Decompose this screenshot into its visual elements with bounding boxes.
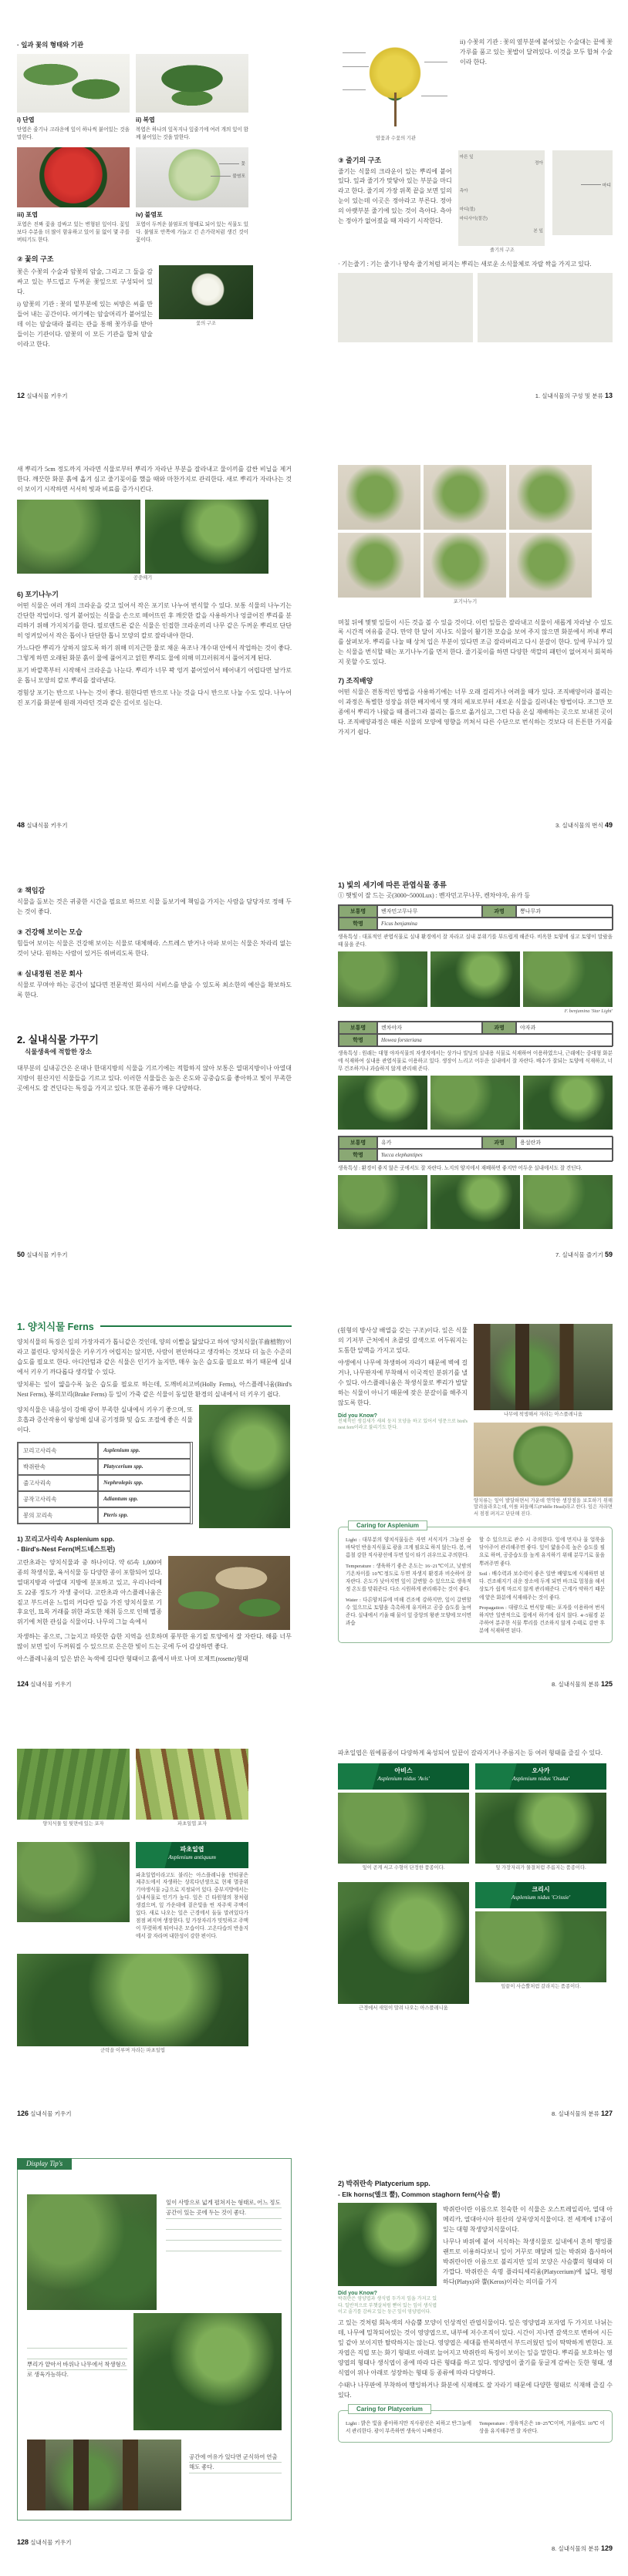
page-126: [17, 1718, 292, 2147]
photo-lily-flower: [159, 265, 253, 319]
spread-pages-128-129: [0, 2147, 628, 2576]
photo-asplenium-antiquum-colony: [17, 1842, 130, 1922]
photo-caption: 나무에 착생해서 자라는 아스플레니움: [503, 1412, 583, 1417]
page-footer: [17, 392, 68, 400]
figure-text: 포엽이 두꺼운 불염포의 형태로 되어 있는 식물도 있다. 불염포 안쪽에 가늘고 긴 손가락처럼 생긴 것이 꽃이다.: [136, 221, 248, 243]
running-title: 실내식물 키우기: [26, 822, 68, 829]
page-number: 50: [17, 1251, 25, 1258]
genus-latin: Asplenium spp.: [98, 1443, 191, 1459]
care-guide-box: [338, 2405, 613, 2443]
photo-birds-nest-fern-garden: [168, 1556, 290, 1630]
page-59: [338, 859, 613, 1288]
paragraph: 경험상 포기는 반으로 나누는 것이 좋다. 원한다면 반으로 나눈 것을 다시 반으로 나눌 수도 있다. 나누어진 포기를 화분에 원래 자라던 것과 같은 깊이로 심는다.: [17, 689, 292, 706]
page-number: 49: [604, 821, 613, 829]
photo-asplenium-greenhouse: [17, 1954, 248, 2046]
paragraph: 고 있는 것처럼 회녹색의 사슴뿔 모양이 인상적인 관엽식물이다. 잎은 영양엽과 포자엽 두 가지로 나뉘는데, 나무에 밀착되어있는 것이 영양엽으로, 내부에 저수조직이 있다. 시간이 지나면 갈색으로 변하여 시든 잎 같아 보이지만 탈락하지는 않는다. 영양엽은 세대를 반복하면서 부드러웠던 잎이 딱딱하게 변한다. 포자엽은 직립 또는 화기 형태로 아래로 늘어지고 박쥐란의 특징이 보이는 잎을 말한다. 뿌리를 보호하는 영양엽의 형태나 생식엽이 종에 따라 다른 형태를 하고 있다. 영양엽이 줄기를 둥글게 감싸는 듯한 형태, 생식엽이 위나 아래로 성장하는 형태 등 종류에 따라 다양하다.: [338, 2319, 613, 2376]
photo-fern-spores: [17, 1749, 130, 1820]
photo-division-step-4: [338, 533, 420, 598]
did-you-know-text: 전체적인 생김새가 새의 둥지 모양을 하고 있어서 영문으로 bird's nest fern이라고 불리기도 한다.: [338, 1419, 468, 1431]
figure-text: 복엽은 하나의 잎꼭지나 잎줄기에 여러 개의 잎이 함께 붙어있는 것을 말한다.: [136, 127, 248, 140]
page-50: [17, 859, 292, 1288]
species-heading: 2) 박쥐란속 Platycerium spp.: [338, 2180, 430, 2187]
care-guide-title: Caring for Asplenium: [348, 1520, 427, 1530]
photo-asplenium-spores: [136, 1749, 248, 1820]
photo-label-flower: 꽃: [241, 160, 245, 167]
paragraph: (원형의 방사상 배열을 갖는 구조)이다. 잎은 식물의 기저부 근처에서 초콜릿 갈색으로 어두워지는 도톰한 잎맥을 가지고 있다.: [338, 1327, 468, 1354]
paragraph: 줄기는 식물의 크라운이 있는 뿌리에 붙어있다. 잎과 줄기가 맞닿아 있는 부분을 마디라고 한다. 줄기의 가장 위쪽 끝을 보면 잎의 눈이 있는데 이곳은 정아라고 부른다. 정아의 아랫부분 줄기에 있는 것이 측아다. 측아는 정아가 없어졌을 때 자라기 시작한다.: [338, 167, 452, 225]
photo-caption: F. benjamina 'Star Light': [564, 1008, 613, 1014]
photo-ficus-starlight: [523, 951, 613, 1007]
spread-pages-124-125: [0, 1288, 628, 1718]
cultivar-latin-name: Asplenium nidus 'Crissie': [511, 1894, 571, 1901]
page-49: [338, 429, 613, 859]
genus-latin: Platycerium spp.: [98, 1459, 191, 1475]
photo-air-layering-1: [17, 500, 140, 574]
section-heading: 1) 빛의 세기에 따른 관엽식물 종류: [338, 881, 447, 890]
photo-caption: 군락을 이루며 자라는 파초일엽: [100, 2047, 165, 2053]
photo-fiddle-head: [474, 1423, 613, 1497]
species-table-yucca: [338, 1136, 613, 1162]
paragraph: ii) 수꽃의 기관 : 꽃의 옆부분에 붙어있는 수술대는 끝에 꽃가루를 품고 있는 꽃밥이 달려있다. 이것을 모두 합쳐 수술이라 한다.: [460, 39, 613, 66]
cultivar-korean-name: 아비스: [394, 1766, 413, 1774]
species-banner: [136, 1842, 248, 1868]
subsection-heading: ② 꽃의 구조: [17, 255, 54, 264]
species-subheading: - Elk horns(엘크 뿔), Common staghorn fern(사슴 뿔): [338, 2190, 501, 2198]
page-number: 12: [17, 392, 25, 399]
page-footer: [17, 1680, 72, 1689]
paragraph: 박쥐란이란 이름으로 친숙한 이 식물은 오스트레일리아, 열대 아메리카, 열대아시아 원산의 상록양치식물이다. 전 세계에 17종이 있는 대형 착생양치식물이다.: [443, 2206, 613, 2233]
photo-howea-1: [338, 1076, 427, 1130]
photo-ficus-1: [338, 951, 427, 1007]
paragraph: 야생에서 나무에 착생하여 자라기 때문에 벽에 걸거나, 나무판자에 부착해서 이국적인 분위기를 낼 수 있다. 아스플레니움은 착생식물로 뿌리가 발달하는 식물이 아니기 때문에 잦은 분갈이를 해주지 않도록 한다.: [338, 1359, 468, 1406]
page-13: [338, 0, 613, 429]
page-number: 124: [17, 1680, 29, 1688]
page-129: [338, 2147, 613, 2576]
chapter-subheading: 식물생육에 적합한 장소: [25, 1047, 92, 1056]
page-number: 128: [17, 2538, 29, 2546]
diagram-leader-line: [343, 52, 366, 53]
figure-text: 단엽은 줄기나 크라운에 잎이 하나씩 붙어있는 것을 말한다.: [17, 127, 130, 140]
page-footer: [552, 1680, 613, 1689]
paragraph: 가느다란 뿌리가 상하지 않도록 하기 위해 미지근한 물로 채운 욕조나 개수대 안에서 작업하는 것이 좋다. 그렇게 하면 오래된 화분 흙이 물에 풀어지고 얽힌 뿌리도 물에 의해 미끄러워져서 풀어지게 된다.: [17, 645, 292, 662]
photo-cultivar-crissie: [475, 1911, 606, 1982]
table-header-common-name: 보통명: [339, 1022, 377, 1034]
stem-label-leaf: 본 잎: [533, 228, 543, 234]
section-heading: 6) 포기나누기: [17, 591, 59, 599]
fern-genus-table: [17, 1442, 193, 1524]
photo-division-step-3: [509, 465, 592, 530]
paragraph: 양치식물의 특징은 잎의 가장자리가 톱니같은 것인데, 양의 이빨을 닮았다고 하여 '양치식물(羊齒植物)'이라고 불린다. 양치식물은 키우기가 어렵지는 않지만, 사람이 편안하다고 생각하는 것보다 더 높은 수준의 습도를 필요로 한다. 아디안텀과 같은 식물은 인기가 높지만, 매우 높은 습도를 필요로 하기 때문에 실내에서 키우기 까다롭다 생각할 수 있다.: [17, 1339, 292, 1376]
page-footer: [17, 1251, 68, 1259]
cultivar-banner-crissie: [475, 1882, 606, 1908]
page-number: 126: [17, 2110, 29, 2117]
table-header-family: 과명: [482, 905, 516, 918]
species-subheading: - Bird's-Nest Fern(버드네스트펀): [17, 1544, 116, 1553]
page-128: [17, 2147, 292, 2576]
paragraph: 어떤 식물은 여러 개의 크라운을 갖고 있어서 작은 포기로 나누어 번식할 수 있다. 보통 식물의 나누기는 간단한 작업이다. 엉겨 붙어있는 식물을 손으로 떼어뜨린 후 깨끗한 칼을 사용하거나 엉클어진 뿌리를 분리하기 위해 가지치기를 한다. 필로덴드론 같은 식물은 인접한 크라운끼리 나무 같은 두꺼운 뿌리로 단단히 엉켜있어서 작은 톱이나 단단한 톱니 모양의 칼로 잘라내야 한다.: [17, 602, 292, 640]
photo-display-fern-2: [133, 2313, 282, 2430]
photo-division-step-1: [338, 465, 420, 530]
growth-notes: 생육특성 : 대표적인 관엽식물로 실내 환경에서 잘 자라고 실내 분위기를 부드럽게 해준다. 비옥한 토양에 심고 토양이 말랐을 때 물을 준다.: [338, 934, 613, 948]
photo-ficus-2: [430, 951, 520, 1007]
genus-korean: 박쥐란속: [18, 1459, 98, 1475]
page-number: 127: [600, 2110, 613, 2117]
care-water-cont: 할 수 있으므로 관수 시 주의한다. 잎에 먼지나 물 얼룩을 닦아주어 관리해주면 좋다. 잎이 얇을수록 높은 습도를 필요로 하며, 공중습도를 높게 유지하기 위해 분무기로 물을 뿌려주면 좋다.: [479, 1537, 605, 1567]
spread-pages-12-13: [0, 0, 628, 429]
writing-line: [27, 2349, 127, 2359]
genus-korean: 공작고사리속: [18, 1491, 98, 1507]
spread-pages-48-49: [0, 429, 628, 859]
figure-title: i) 단엽: [17, 116, 35, 123]
table-header-family: 과명: [482, 1136, 516, 1149]
table-header-scientific-name: 학명: [339, 1034, 377, 1046]
table-cell-scientific-name: Yucca elephantipes: [377, 1149, 613, 1161]
photo-caption: 꽃의 구조: [196, 321, 216, 327]
photo-air-layering-2: [145, 500, 268, 574]
page-127: [338, 1718, 613, 2147]
genus-korean: 줄고사리속: [18, 1475, 98, 1491]
photo-poinsettia-bract: [17, 147, 130, 207]
care-water: Water : 다른양치류에 비해 건조에 강하지만, 잎이 갈변할 수 있으므로 토양을 촉촉하게 유지하고 공중 습도를 높여준다. 실내에서 키울 때 물이 잎 중앙의 왕관 모양에 모이면 과습: [346, 1597, 471, 1627]
page-48: [17, 429, 292, 859]
section-heading: ③ 건강해 보이는 모습: [17, 928, 83, 936]
illustration-caption: 암꽃과 수꽃의 기관: [376, 136, 416, 141]
stem-label-internode: 마디사이(절간): [459, 216, 488, 221]
paragraph: 힘들어 보이는 식물은 건강해 보이는 식물로 대체해라. 스트레스 받거나 아파 보이는 식물은 차라리 없는 것이 낫다. 원하는 사람이 있거든 줘버리도록 한다.: [17, 939, 292, 957]
photo-caption: 공중떼기: [133, 574, 153, 581]
chapter-title: 7. 실내식물 즐기기: [555, 1251, 603, 1258]
care-temperature: Temperature : 생육하기 좋은 온도는 16~21℃이고, 낮밤의 기온차이를 10℃정도로 두면 자생지 환경과 비슷하여 잘 자란다. 온도가 낮아지면 잎이 갈변할 수 있으므로 생육적정 온도를 맞춰준다. 다소 시원하게 관리해주는 것이 좋다.: [346, 1563, 471, 1593]
photo-caption: 근경에서 새잎이 말려 나오는 아스플레니움: [359, 2005, 448, 2012]
figure-text: 포엽은 진짜 꽃을 감싸고 있는 변형된 잎이다. 꽃잎보다 수분을 더 많이 함유하고 있어 물 없이 몇 주를 버티기도 한다.: [17, 221, 130, 243]
stem-label-terminal-bud: 정아: [534, 160, 543, 166]
care-temperature: Temperature : 생육적온은 18~25℃이며, 겨울에도 10℃ 이상을 유지해주면 잘 자란다.: [479, 2420, 605, 2434]
tip-note: 공간에 여유가 있다면 군식하여 연출해도 좋다.: [189, 2452, 282, 2463]
photo-compound-leaf: [136, 54, 248, 113]
did-you-know-title: Did you Know?: [338, 1413, 377, 1419]
photo-yucca-1: [338, 1175, 427, 1229]
page-number: 125: [600, 1680, 613, 1688]
figure-title: iii) 포엽: [17, 210, 39, 218]
care-light: Light : 밝은 빛을 좋아하지만 직사광선은 피하고 반그늘에서 관리한다. 광이 부족하면 생육이 나빠진다.: [346, 2420, 471, 2434]
photo-caption: 양치식물 잎 뒷면에 있는 포자: [42, 1821, 104, 1827]
paragraph: 며칠 뒤에 몇몇 잎들이 시든 것을 볼 수 있을 것이다. 이런 잎들은 잘라내고 식물이 새롭게 자라날 수 있도록 시간적 여유를 준다. 만약 한 달이 지나도 식물이 활기찬 모습을 보여 주지 않으면 화분에서 꺼내 뿌리를 살펴보자. 뿌리를 나눌 때 상처 입은 부분이 있다면 조금 잘라버리고 다시 분갈이 한다. 잎에 무늬가 있는 식물을 번식할 때는 포기나누기를 먼저 한다. 줄기꽂이를 하면 다양한 색깔의 패턴이 없어져서 회복하지 못할 수도 있다.: [338, 618, 613, 666]
cultivar-korean-name: 크리시: [532, 1886, 550, 1894]
photo-display-fern-1: [27, 2194, 157, 2310]
table-cell-common-name: 벤자민고무나무: [377, 905, 482, 918]
writing-line: [27, 2338, 127, 2349]
figure-title: iv) 불염포: [136, 210, 163, 218]
photo-division-step-2: [424, 465, 506, 530]
photo-fern-hanging: [199, 1405, 290, 1528]
care-column-right: [479, 1537, 605, 1636]
species-table-howea: [338, 1021, 613, 1047]
paragraph: 자생하는 종으로, 그늘지고 따뜻한 습한 지역을 선호하며 풍부한 유기질 토양에서 잘 자란다. 해를 너무 많이 보면 잎이 두꺼워질 수 있으므로 은은한 빛이 드는 곳에 두어 감상하면 좋다.: [17, 1633, 292, 1651]
table-header-common-name: 보통명: [339, 1136, 377, 1149]
page-number: 48: [17, 821, 25, 829]
photo-stem-node: [552, 150, 613, 235]
cultivar-latin-name: Asplenium nidus 'Avis': [377, 1774, 430, 1782]
photo-label-spathe: 불염포: [232, 172, 245, 179]
page-number: 59: [604, 1251, 613, 1258]
photo-caption: 잎끝이 사슴뿔처럼 갈라지는 품종이다.: [501, 1984, 581, 1990]
paragraph: 대부분의 실내공간은 온대나 한대지방의 식물을 기르기에는 적합하지 않아 보통은 열대지방이나 아열대 지방이 원산지인 식물들을 기르고 있다. 이러한 식물들은 높은 온도와 공중습도를 좋아하고 빛이 부족한 곳에서도 잘 견딘다는 특징을 가지고 있다. 또한 종류가 매우 다양하다.: [17, 1064, 292, 1092]
table-cell-scientific-name: Howea forsteriana: [377, 1034, 613, 1046]
paragraph: 꽃은 수꽃의 수술과 암꽃의 암술, 그리고 그 둘을 감싸고 있는 부드럽고 두꺼운 꽃잎으로 구성되어 있다.: [17, 268, 153, 296]
chapter-heading: 2. 실내식물 가꾸기: [17, 1033, 99, 1046]
cultivar-banner-avis: [338, 1763, 469, 1790]
cultivar-korean-name: 오사카: [532, 1766, 550, 1774]
growth-notes: 생육특성 : 환경이 좋지 않은 곳에서도 잘 자란다. 노지의 양지에서 재배하면 좋지만 어두운 실내에서도 잘 견딘다.: [338, 1165, 582, 1171]
page-footer: [552, 2544, 613, 2553]
photo-cultivar-osaka: [475, 1793, 606, 1864]
photo-platycerium-hanging: [338, 2203, 437, 2286]
species-korean-name: 파초일엽: [180, 1845, 204, 1853]
cultivar-latin-name: Asplenium nidus 'Osaka': [512, 1774, 570, 1782]
spread-pages-50-59: [0, 859, 628, 1288]
page-footer: [555, 821, 613, 830]
page-footer: [17, 2538, 72, 2547]
chapter-title: 8. 실내식물의 분류: [551, 2545, 599, 2552]
stem-label-node: 마디(절): [459, 207, 475, 212]
paragraph: 새 뿌리가 5cm 정도까지 자라면 식물로부터 뿌리가 자라난 부분을 잘라내고 물이끼를 감싼 비닐을 제거한다. 깨끗한 화분 흙에 옮겨 심고 줄기꽂이를 했을 때와 마찬가지로 관리한다. 새로 뿌리가 자라나는 것이 보이기 시작하면 서서히 빛과 비료를 증가시킨다.: [17, 466, 292, 493]
section-heading: ④ 실내정원 전문 회사: [17, 969, 83, 978]
running-title: 실내식물 키우기: [26, 1251, 68, 1258]
chapter-heading-text: 1. 양치식물 Ferns: [17, 1322, 94, 1332]
cultivar-banner-osaka: [475, 1763, 606, 1790]
chapter-title: 8. 실내식물의 분류: [551, 2110, 599, 2117]
photo-howea-2: [430, 1076, 520, 1130]
illustration-caption: 줄기의 구조: [489, 247, 515, 253]
table-header-scientific-name: 학명: [339, 918, 377, 930]
genus-latin: Pteris spp.: [98, 1507, 191, 1524]
genus-korean: 봉의 꼬리속: [18, 1507, 98, 1524]
photo-simple-leaf: [17, 54, 130, 113]
heading-rule: [100, 1325, 292, 1327]
page-125: [338, 1288, 613, 1718]
photo-cultivar-avis: [338, 1793, 469, 1864]
paragraph: 어떤 식물은 전통적인 방법을 사용하기에는 너무 오래 걸리거나 어려울 때가 있다. 조직배양이라 불리는 이 과정은 특별한 성장을 위한 배지에서 몇 개의 세포로부터 새로운 식물을 길러내는 방법이다. 조그만 모종에서 뿌리가 나왔을 때 플러그라 불리는 틀으로 옮겨심고, 그런 다음 온실 재배하는 곳으로 보내진 곳이다. 조직배양과정은 때론 식물의 모양에 영향을 끼쳐서 다른 수단으로 번식하는 것보다 더 튼튼한 가지를 가지기 쉽다.: [338, 689, 613, 736]
paragraph: 수태나 나무판에 부착하여 행잉하거나 화분에 식재해도 잘 자라기 때문에 다양한 형태로 식재해 즐길 수 있다.: [338, 2381, 613, 2399]
photo-display-fern-3: [27, 2440, 181, 2510]
species-latin-name: Asplenium antiquum: [168, 1853, 216, 1860]
paragraph: i) 암꽃의 기관 : 꽃의 밑부분에 있는 씨방은 씨를 만들어 내는 공간이다. 여기에는 암술머리가 붙어있는데 이는 암술대라 불리는 관을 통해 꽃가루를 받아들이는 기관이다. 암꽃의 이 모든 기관을 합쳐 암술이라고 한다.: [17, 301, 153, 349]
care-light: Light : 대부분의 양치식물들은 자연 서식지가 그늘진 숲 바닥인 반음지식물로 광을 크게 필요로 하지 않는다. 봄, 여름철 강한 직사광선에 두면 잎이 타기 쉬우므로 주의한다.: [346, 1537, 471, 1559]
photo-division-step-6: [509, 533, 592, 598]
figure-title: ii) 복엽: [136, 116, 155, 123]
section-heading: 7) 조직배양: [338, 677, 373, 685]
photo-caption: 포기나누기: [453, 599, 478, 604]
photo-caption: 잎 가장자리가 물결처럼 주름지는 품종이다.: [495, 1864, 586, 1871]
stem-label-dry-leaf: 마른 잎: [459, 154, 474, 160]
photo-label-node: 마디: [603, 181, 611, 188]
table-header-common-name: 보통명: [339, 905, 377, 918]
growth-notes: 생육특성 : 원래는 대형 야자식물의 자생지에서는 상가나 빌딩의 실내용 식물로 식재하여 이용하였으나, 근래에는 중대형 화분에 식재하여 실내용 관엽식물로 이용하고 있다. 생장이 느리고 어두운 실내에서 잘 자란다. 배수가 잘되는 토양에 식재하고, 너무 건조하거나 과습하지 않게 관리해 준다.: [338, 1051, 613, 1072]
chapter-title: 3. 실내식물의 번식: [555, 822, 603, 829]
illustration-stem-structure: [458, 150, 545, 246]
did-you-know-text: 박쥐란은 영양엽과 생식엽 두가지 잎을 가지고 있다. 일반적으로 부챗살처럼 뻗어 있는 잎이 생식엽이고 줄기를 감싸고 있는 둥근 잎이 영양엽이다.: [338, 2297, 437, 2315]
care-column-left: [346, 1537, 471, 1636]
diagram-leader-line: [343, 89, 366, 90]
display-tips-tab: Display Tip's: [17, 2158, 72, 2170]
writing-line: [166, 2230, 282, 2241]
chapter-title: 8. 실내식물의 분류: [551, 1681, 599, 1688]
photo-yucca-2: [430, 1175, 520, 1229]
stem-label-axillary-bud: 측아: [459, 188, 468, 194]
page-12: [17, 0, 292, 429]
photo-caption: 잎이 곧게 서고 수형이 단정한 품종이다.: [362, 1864, 445, 1871]
photo-epiphytic-asplenium: [474, 1324, 613, 1410]
care-guide-title: Caring for Platycerium: [348, 2404, 431, 2414]
species-heading: 1) 꼬리고사리속 Asplenium spp.: [17, 1534, 115, 1543]
table-cell-common-name: 켄차야자: [377, 1022, 482, 1034]
page-footer: [555, 1251, 613, 1259]
species-table-ficus: [338, 904, 613, 931]
table-cell-scientific-name: Ficus benjamina: [377, 918, 613, 930]
spread-pages-126-127: [0, 1718, 628, 2147]
paragraph: 양치식물은 내음성이 강해 광이 부족한 실내에서 키우기 좋으며, 또 호흡과 증산작용이 왕성해 실내 공기정화 및 습도 조절에 좋은 식물이다.: [17, 1406, 193, 1433]
section-heading: ② 책임감: [17, 887, 46, 894]
care-column-right: [479, 2420, 605, 2436]
chapter-heading: [17, 1319, 292, 1333]
paragraph: 고란초과는 양치식물과 중 하나이다. 약 65속 1,000여 종의 착생식물, 육서식물 등 다양한 종이 포함되어 있다. 열대지방과 아열대 지방에 분포하고 있고, 우리나라에도 22종 정도가 자생 중이다. 고란초과 아스플레니움은 짙고 부드러운 느낌의 커다란 잎을 가진 양치식물로 기후요인, 묘목 거래를 위한 과도한 채취 등으로 인해 멸종위기에 처한 관심을 식물이다. 나무의 그늘 속에서: [17, 1558, 163, 1626]
table-cell-family: 용설란과: [516, 1136, 613, 1149]
chapter-title: 1. 실내식물의 구성 및 분류: [535, 392, 603, 399]
photo-howea-3: [523, 1076, 613, 1130]
table-cell-family: 뽕나무과: [516, 905, 613, 918]
writing-line: [166, 2219, 282, 2230]
page-124: [17, 1288, 292, 1718]
species-description: 파초일엽이라고도 불리는 아스플레니움 안티쿰은 제주도에서 자생하는 상록다년생으로 현재 멸종위기야생식물 2급으로 지정되어 있다. 중부지방에서는 실내식물로 인기가 높다. 잎은 긴 타원형의 창처럼 생겼으며, 잎 가운데에 짙은빛을 띤 자주색 주맥이 있다. 새로 나오는 잎은 근경에서 둘둘 말려있다가 점점 펴지며 생장한다. 잎 가장자리가 밋밋하고 주맥이 뚜렷하게 튀어나온 모습이다. 고온다습의 반음지에서 잘 자라며 내한성이 강한 편이다.: [136, 1872, 248, 1939]
care-propagation: Propagation : 대량으로 번식할 때는 포자를 이용하여 번식하지만 일반적으로 집에서 하기에 쉽지 않다. 4~5월경 분주하여 분주한 식물 뿌리를 건조하지 않게 수태로 감싼 후 분에 식재하면 된다.: [479, 1605, 605, 1635]
photo-anthurium-spathe: [136, 147, 248, 207]
paragraph: · 기는줄기 : 기는 줄기나 땅속 줄기처럼 퍼지는 뿌리는 새로운 소식물체로 자랄 싹을 가지고 있다.: [338, 261, 592, 268]
photo-yucca-3: [523, 1175, 613, 1229]
paragraph: 식물로 꾸며야 하는 공간이 넓다면 전문적인 회사의 서비스를 받을 수 있도록 최소한의 예산을 확보하도록 한다.: [17, 981, 292, 998]
paragraph: 포기 바깥쪽부터 시작해서 크라운을 나눈다. 뿌리가 너무 꽉 엉겨 붙어있어서 떼어내기 어렵다면 날카로운 톱니 모양의 칼로 뿌리를 잘라낸다.: [17, 667, 292, 685]
table-cell-common-name: 유카: [377, 1136, 482, 1149]
genus-latin: Nephrolepis spp.: [98, 1475, 191, 1491]
running-title: 실내식물 키우기: [30, 2539, 72, 2546]
page-footer: [552, 2110, 613, 2118]
page-footer: [17, 2110, 72, 2118]
tip-note: 뿌리가 얕아서 바위나 나무에서 착생형으로 생육가능하다.: [27, 2361, 127, 2378]
writing-line: [166, 2241, 282, 2251]
paragraph: 식물을 돌보는 것은 귀중한 시간을 필요로 하므로 식물 돌보기에 책임을 가지는 사람을 담당자로 정해 두는 것이 좋다.: [17, 898, 292, 915]
table-header-family: 과명: [482, 1022, 516, 1034]
paragraph: 아스플레니움의 잎은 밝은 녹색에 길다란 형태이고 흙에서 바로 나며 로제트(rosette)형태: [17, 1655, 248, 1663]
care-guide-box: [338, 1522, 613, 1643]
diagram-leader-line: [343, 66, 369, 67]
page-footer: [535, 392, 613, 400]
table-header-scientific-name: 학명: [339, 1149, 377, 1161]
care-soil: Soil : 배수력과 보수력이 좋은 일반 배양토에 식재하면 된다. 건조해지기 쉬운 장소에 두게 되면 바크로 멀칭을 해서 상토가 쉽게 마르지 않게 관리해준다. 근계가 약하기 때문에 얕은 화분에 식재해주는 것이 좋다.: [479, 1571, 605, 1601]
page-number: 13: [604, 392, 613, 399]
running-title: 실내식물 키우기: [26, 392, 68, 399]
did-you-know-title: Did you Know?: [338, 2291, 377, 2296]
photo-division-step-5: [424, 533, 506, 598]
list-item: ① 햇빛이 잘 드는 곳(3000~5000Lux) : 벤자민고무나무, 켄차야자, 유카 등: [338, 892, 531, 899]
photo-caption: 파초일엽 포자: [177, 1821, 208, 1827]
section-heading: · 잎과 꽃의 형태와 기관: [17, 41, 84, 49]
tip-note: 잎이 사방으로 넓게 펼쳐지는 형태로, 어느 정도 공간이 있는 곳에 두는 것이 좋다.: [166, 2199, 281, 2216]
care-column-left: [346, 2420, 471, 2436]
photo-creeping-stem-1: [338, 273, 473, 342]
illustration-flower-organs: [338, 35, 452, 134]
photo-creeping-stem-2: [478, 273, 613, 342]
running-title: 실내식물 키우기: [30, 2110, 72, 2117]
table-cell-family: 야자과: [516, 1022, 613, 1034]
paragraph: 양치류는 잎이 얇을수록 높은 습도를 필요로 하는데, 도깨비쇠고비(Holly Ferns), 아스플레니움(Bird's Nest Ferns), 봉의꼬리(Brake Ferns) 등 잎이 가죽 같은 식물이 동일한 환경의 실내에서 더 키우기 쉽다.: [17, 1380, 292, 1398]
photo-caption: 양치류는 잎이 발달하면서 가운데 연약한 생장점을 보호하기 위해 말려올라오는데, 이를 피들헤드(Fiddle Head)라고 한다. 잎은 자라면서 점점 펴지고 단단해 진다.: [474, 1497, 613, 1517]
page-footer: [17, 821, 68, 830]
subsection-heading: ③ 줄기의 구조: [338, 156, 382, 164]
display-tips-box: [17, 2158, 292, 2520]
genus-korean: 꼬리고사리속: [18, 1443, 98, 1459]
running-title: 실내식물 키우기: [30, 1681, 72, 1688]
genus-latin: Adiantum spp.: [98, 1491, 191, 1507]
page-number: 129: [600, 2544, 613, 2552]
paragraph: 나무나 바위에 붙어 서식하는 착생식물로 실내에서 흔히 행잉플랜트로 이용하다보니 잎이 거꾸로 매달려 있는 박쥐와 흡사하여 박쥐란이란 이름으로 불리지만 잎의 모양은 사슴뿔의 형태와 더 가깝다. 박쥐란은 속명 플라티세리움(Platycerium)에 넓다, 평평하다(Platys)와 뿔(Keros)이라는 의미를 가지: [443, 2238, 613, 2285]
photo-asplenium-new-leaf: [338, 1882, 469, 2004]
paragraph: 파초일엽은 원예품종이 다양하게 육성되어 잎끝이 갈라지거나 주름지는 등 여러 형태를 즐길 수 있다.: [338, 1749, 603, 1756]
